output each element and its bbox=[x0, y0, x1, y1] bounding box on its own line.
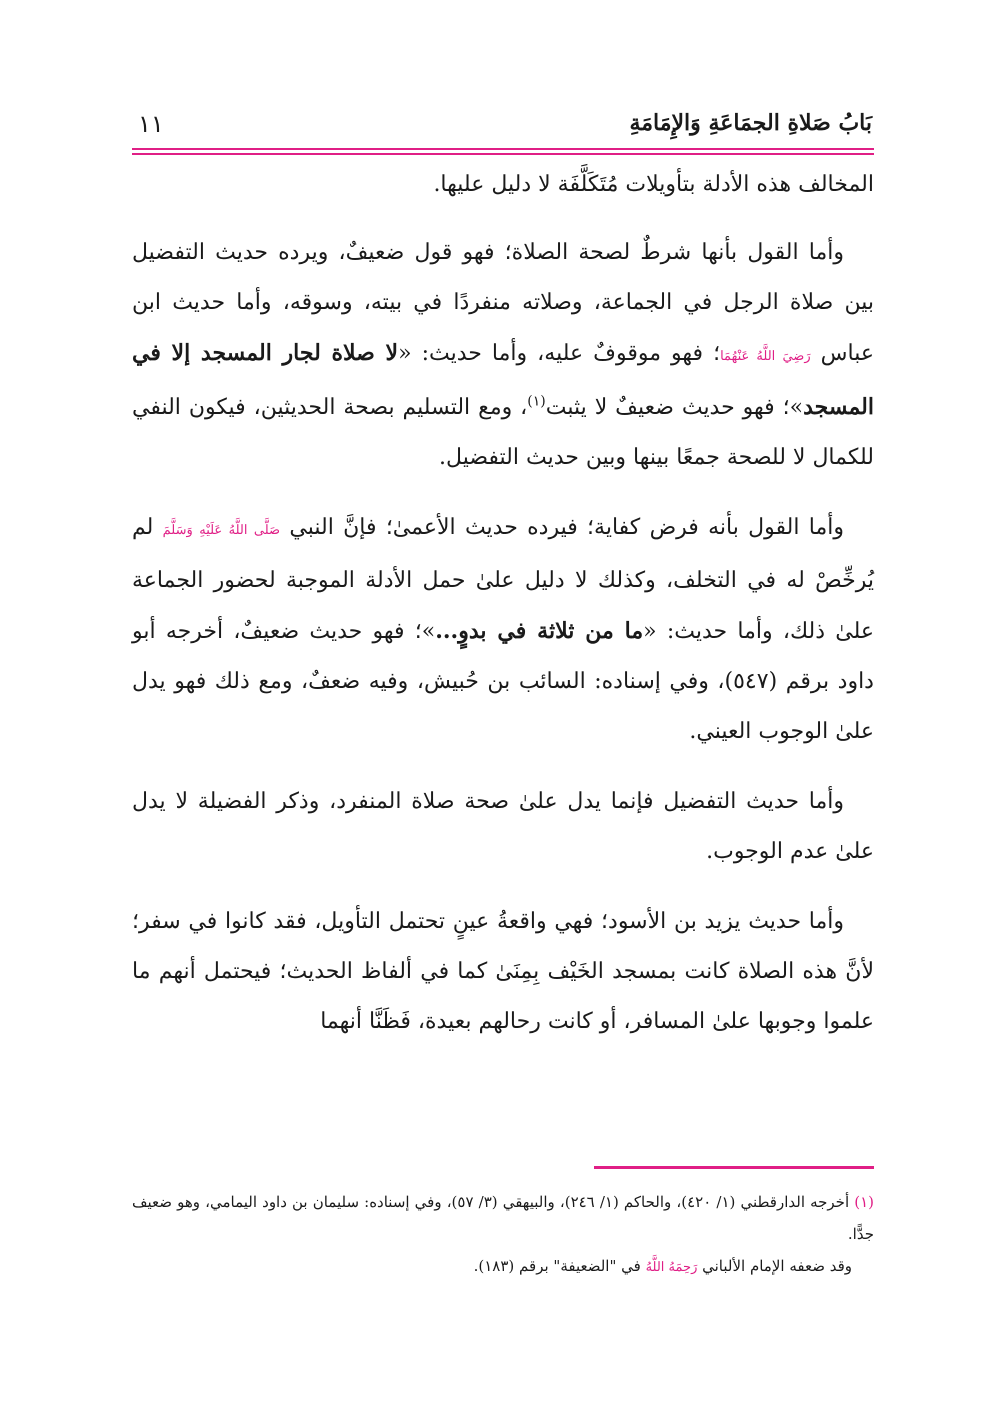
header-rule-top bbox=[132, 148, 874, 150]
page-number: ١١ bbox=[138, 110, 164, 138]
book-page bbox=[132, 0, 874, 1418]
honorific-glyph: رَضِيَ اللَّهُ عَنْهُمَا bbox=[720, 349, 811, 364]
hadith-quote: ما من ثلاثة في بدوٍ... bbox=[435, 618, 644, 644]
footnote-separator bbox=[594, 1166, 874, 1169]
footnotes bbox=[132, 1186, 874, 1284]
page-header bbox=[132, 110, 874, 150]
honorific-glyph: رَحِمَهُ اللَّهُ bbox=[645, 1260, 698, 1275]
paragraph-1: المخالف هذه الأدلة بتأويلات مُتَكَلَّفَة لا دليل عليها. bbox=[433, 172, 874, 197]
footnote-1: (١) أخرجه الدارقطني (١/ ٤٢٠)، والحاكم (١/ ٢٤٦)، والبيهقي (٣/ ٥٧)، وفي إسناده: سليمان بن داود اليمامي، وهو ضعيف جدًّا. bbox=[132, 1193, 875, 1243]
footnote-note: وقد ضعفه الإمام الألباني رَحِمَهُ اللَّهُ في "الضعيفة" برقم (١٨٣). bbox=[473, 1257, 852, 1275]
footnote-reference[interactable]: (١) bbox=[527, 393, 546, 410]
hadith-quote: لا صلاة لجار المسجد إلا في المسجد bbox=[132, 340, 874, 420]
honorific-glyph: صَلَّى اللَّهُ عَلَيْهِ وَسَلَّمَ bbox=[162, 523, 281, 538]
paragraph-5: وأما حديث يزيد بن الأسود؛ فهي واقعةُ عينٍ تحتمل التأويل، فقد كانوا في سفر؛ لأنَّ هذه الصلاة كانت بمسجد الخَيْف بِمِنَىٰ كما في ألفاظ الحديث؛ فيحتمل أنهم ما علموا وجوبها علىٰ المسافر، أو كانت رحالهم بعيدة، فَظَنَّا أنهما bbox=[132, 909, 874, 1034]
footnote-number: (١) bbox=[854, 1193, 875, 1211]
paragraph-2: وأما القول بأنها شرطٌ لصحة الصلاة؛ فهو قول ضعيفٌ، ويرده حديث التفضيل بين صلاة الرجل في الجماعة، وصلاته منفردًا في بيته، وسوقه، وأما حديث ابن عباس رَضِيَ اللَّهُ عَنْهُمَا؛ فهو موقوفٌ عليه، وأما حديث: «لا صلاة لجار المسجد إلا في المسجد»؛ فهو حديث ضعيفٌ لا يثبت$^{(١)}$، ومع التسليم بصحة الحديثين، فيكون النفي للكمال لا للصحة جمعًا بينها وبين حديث التفضيل. bbox=[132, 240, 874, 470]
paragraph-4: وأما حديث التفضيل فإنما يدل علىٰ صحة صلاة المنفرد، وذكر الفضيلة لا يدل علىٰ عدم الوجوب. bbox=[132, 789, 874, 864]
paragraph-3: وأما القول بأنه فرض كفاية؛ فيرده حديث الأعمىٰ؛ فإنَّ النبي صَلَّى اللَّهُ عَلَيْهِ وَسَلَّمَ لم يُرخِّصْ له في التخلف، وكذلك لا دليل علىٰ حمل الأدلة الموجبة لحضور الجماعة علىٰ ذلك، وأما حديث: «ما من ثلاثة في بدوٍ...»؛ فهو حديث ضعيفٌ، أخرجه أبو داود برقم (٥٤٧)، وفي إسناده: السائب بن حُبيش، وفيه ضعفٌ، ومع ذلك فهو يدل علىٰ الوجوب العيني. bbox=[132, 515, 874, 744]
header-rule-bottom bbox=[132, 153, 874, 155]
chapter-title: بَابُ صَلاةِ الجمَاعَةِ وَالإِمَامَةِ bbox=[629, 110, 872, 136]
main-text bbox=[132, 160, 874, 1067]
